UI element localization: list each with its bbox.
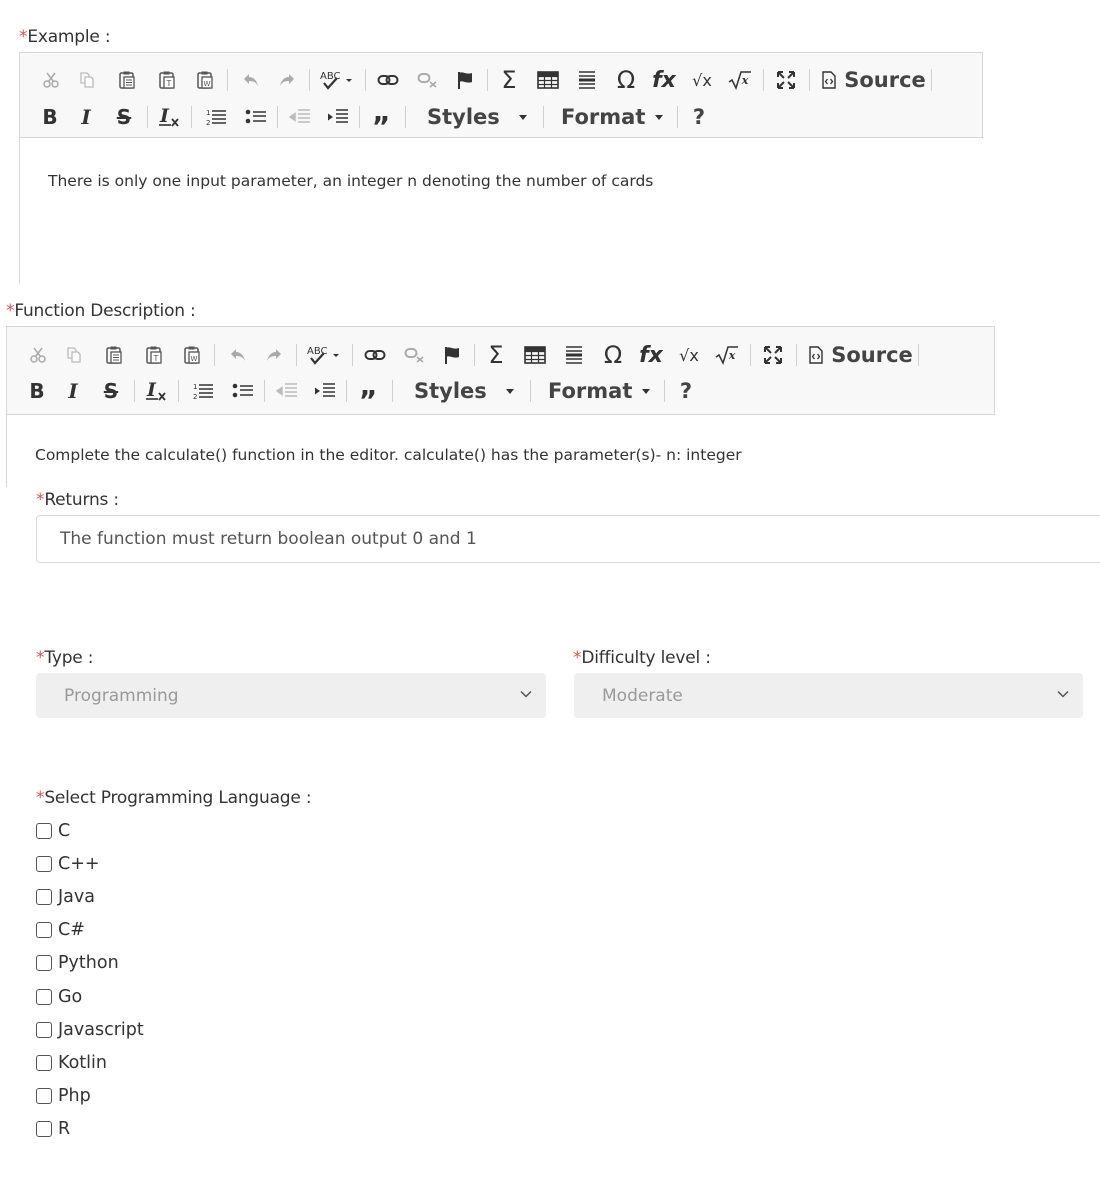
language-checkbox[interactable] — [36, 989, 52, 1005]
unlink-icon[interactable] — [415, 66, 441, 94]
type-label: *Type : — [36, 648, 94, 668]
outdent-icon[interactable] — [287, 103, 313, 131]
language-checkbox[interactable] — [36, 922, 52, 938]
bold-icon[interactable]: B — [29, 379, 45, 403]
format-label: Format — [548, 379, 633, 403]
source-label: Source — [844, 68, 926, 92]
language-checkbox[interactable] — [36, 823, 52, 839]
language-option[interactable] — [36, 1019, 144, 1041]
paste-text-icon[interactable] — [142, 341, 166, 369]
languages-label: *Select Programming Language : — [36, 788, 312, 808]
difficulty-label: *Difficulty level : — [573, 648, 711, 668]
source-label: Source — [831, 343, 913, 367]
language-label: C# — [58, 920, 85, 941]
format-dropdown[interactable] — [549, 103, 669, 131]
language-option[interactable] — [36, 1118, 70, 1140]
cut-icon[interactable] — [39, 66, 63, 94]
function-description-editor — [6, 326, 995, 487]
italic-icon[interactable]: I — [81, 105, 91, 129]
svg-text:ABC: ABC — [307, 346, 328, 357]
language-option[interactable] — [36, 853, 100, 875]
language-option[interactable] — [36, 1085, 91, 1107]
horizontal-line-icon[interactable] — [562, 341, 586, 369]
sigma-icon[interactable]: Σ — [488, 341, 504, 369]
svg-text:W: W — [203, 80, 211, 88]
paste-word-icon[interactable] — [180, 341, 204, 369]
anchor-icon[interactable] — [440, 341, 464, 369]
example-content-area[interactable] — [19, 138, 983, 284]
numbered-list-icon[interactable] — [190, 377, 216, 405]
language-checkbox[interactable] — [36, 856, 52, 872]
copy-icon[interactable] — [75, 66, 99, 94]
svg-text:1: 1 — [193, 383, 198, 391]
maximize-icon[interactable] — [773, 66, 799, 94]
language-label: Javascript — [58, 1019, 144, 1040]
language-label: Php — [58, 1085, 91, 1106]
type-select[interactable] — [36, 673, 546, 718]
sqrt-x-icon[interactable]: √x — [692, 70, 712, 90]
source-icon — [820, 71, 838, 89]
source-icon — [807, 346, 825, 364]
numbered-list-icon[interactable] — [203, 103, 229, 131]
caret-down-icon — [655, 115, 663, 120]
language-label: C — [58, 821, 71, 841]
function-description-text: Complete the calculate() function in the editor. calculate() has the parameter(s)- n: integer — [35, 446, 742, 464]
language-label: R — [58, 1118, 71, 1139]
cut-icon[interactable] — [26, 341, 50, 369]
help-button[interactable]: ? — [692, 105, 706, 129]
svg-text:T: T — [166, 79, 172, 88]
format-label: Format — [561, 105, 646, 129]
paste-icon[interactable] — [115, 66, 139, 94]
svg-text:x: x — [741, 74, 749, 87]
maximize-icon[interactable] — [760, 341, 786, 369]
type-selected-value: Programming — [64, 685, 179, 706]
returns-label: *Returns : — [36, 490, 119, 510]
redo-icon[interactable] — [262, 341, 286, 369]
bulleted-list-icon[interactable] — [243, 103, 269, 131]
math-icon[interactable] — [714, 341, 740, 369]
language-label: Python — [58, 953, 119, 974]
language-option[interactable] — [36, 820, 70, 842]
format-dropdown[interactable] — [536, 377, 656, 405]
language-label: Go — [58, 986, 83, 1007]
chevron-down-icon — [520, 690, 532, 698]
language-checkbox[interactable] — [36, 1121, 52, 1137]
remove-format-icon[interactable] — [144, 377, 170, 405]
language-option[interactable] — [36, 886, 95, 908]
function-description-content-area[interactable] — [6, 415, 995, 487]
svg-text:I: I — [160, 106, 169, 127]
styles-dropdown[interactable] — [415, 103, 539, 131]
paste-text-icon[interactable] — [155, 66, 179, 94]
svg-text:W: W — [190, 355, 198, 363]
svg-text:ABC: ABC — [320, 71, 341, 82]
bold-icon[interactable]: B — [42, 105, 58, 129]
language-checkbox[interactable] — [36, 1088, 52, 1104]
caret-down-icon — [519, 115, 527, 120]
caret-down-icon — [506, 389, 514, 394]
strikethrough-icon[interactable]: S — [103, 379, 119, 403]
language-option[interactable] — [36, 919, 85, 941]
fx-icon[interactable]: fx — [652, 67, 676, 93]
omega-icon[interactable]: Ω — [616, 66, 636, 94]
styles-label: Styles — [427, 105, 500, 129]
blockquote-icon[interactable]: ” — [371, 110, 391, 143]
outdent-icon[interactable] — [274, 377, 300, 405]
remove-format-icon[interactable] — [157, 103, 183, 131]
blockquote-icon[interactable]: ” — [358, 384, 378, 417]
redo-icon[interactable] — [275, 66, 299, 94]
indent-icon[interactable] — [325, 103, 351, 131]
language-option[interactable] — [36, 986, 82, 1008]
language-label: Kotlin — [58, 1052, 107, 1073]
language-checkbox[interactable] — [36, 1022, 52, 1038]
svg-text:2: 2 — [206, 119, 211, 127]
undo-icon[interactable] — [226, 341, 250, 369]
paste-word-icon[interactable] — [193, 66, 217, 94]
styles-dropdown[interactable] — [402, 377, 526, 405]
language-option[interactable] — [36, 1052, 107, 1074]
language-label: C++ — [58, 854, 100, 875]
returns-input[interactable] — [36, 515, 1100, 563]
source-button[interactable] — [819, 66, 927, 94]
source-button[interactable] — [806, 341, 914, 369]
horizontal-line-icon[interactable] — [575, 66, 599, 94]
spellcheck-icon[interactable] — [304, 341, 344, 369]
function-description-label: *Function Description : — [6, 301, 196, 321]
omega-icon[interactable]: Ω — [603, 341, 623, 369]
difficulty-selected-value: Moderate — [602, 685, 683, 706]
svg-text:2: 2 — [193, 393, 198, 401]
sqrt-x-icon[interactable]: √x — [679, 345, 699, 365]
svg-text:T: T — [153, 354, 159, 363]
returns-value: The function must return boolean output 0 and 1 — [60, 529, 477, 549]
language-option[interactable] — [36, 952, 119, 974]
sigma-icon[interactable]: Σ — [501, 66, 517, 94]
paste-icon[interactable] — [102, 341, 126, 369]
svg-text:1: 1 — [206, 109, 211, 117]
table-icon[interactable] — [535, 66, 561, 94]
difficulty-select[interactable] — [574, 673, 1083, 718]
example-editor — [19, 52, 983, 284]
link-icon[interactable] — [375, 66, 401, 94]
strikethrough-icon[interactable]: S — [116, 105, 132, 129]
math-icon[interactable] — [727, 66, 753, 94]
link-icon[interactable] — [362, 341, 388, 369]
styles-label: Styles — [414, 379, 487, 403]
svg-text:I: I — [147, 380, 156, 401]
example-text: There is only one input parameter, an integer n denoting the number of cards — [48, 172, 654, 190]
indent-icon[interactable] — [312, 377, 338, 405]
language-label: Java — [58, 887, 95, 908]
language-checkbox[interactable] — [36, 889, 52, 905]
help-button[interactable]: ? — [679, 379, 693, 403]
anchor-icon[interactable] — [453, 66, 477, 94]
caret-down-icon — [642, 389, 650, 394]
fx-icon[interactable]: fx — [639, 342, 663, 368]
language-checkbox[interactable] — [36, 1055, 52, 1071]
italic-icon[interactable]: I — [68, 379, 78, 403]
chevron-down-icon — [1057, 690, 1069, 698]
table-icon[interactable] — [522, 341, 548, 369]
undo-icon[interactable] — [239, 66, 263, 94]
unlink-icon[interactable] — [402, 341, 428, 369]
spellcheck-icon[interactable] — [317, 66, 357, 94]
copy-icon[interactable] — [62, 341, 86, 369]
svg-text:x: x — [728, 349, 736, 362]
example-label: *Example : — [19, 27, 111, 47]
bulleted-list-icon[interactable] — [230, 377, 256, 405]
language-checkbox[interactable] — [36, 955, 52, 971]
